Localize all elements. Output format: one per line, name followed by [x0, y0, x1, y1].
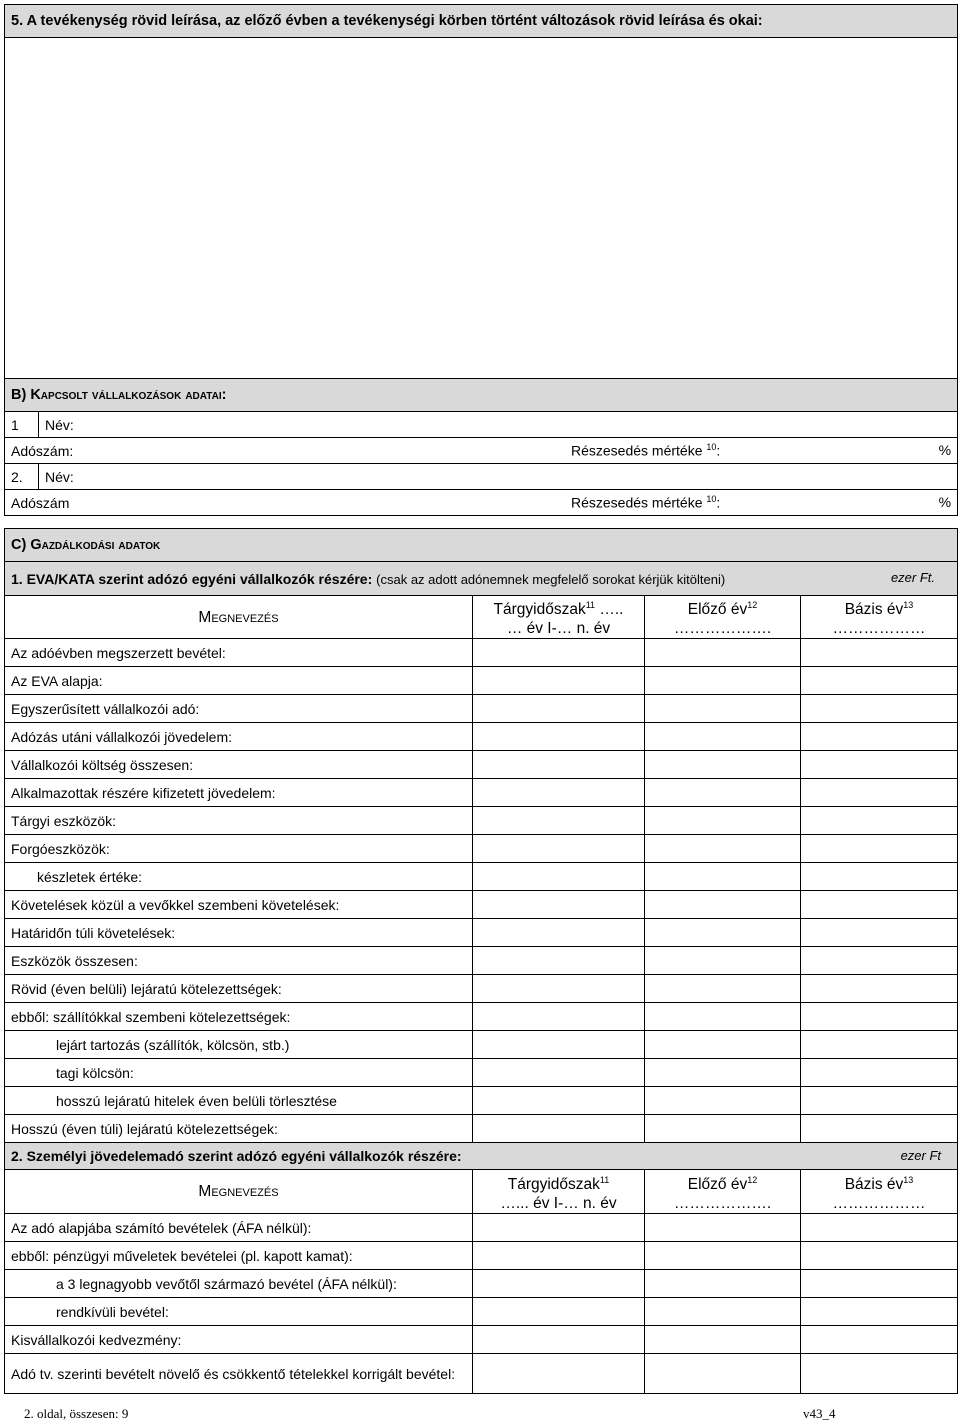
subsection-1-note: (csak az adott adónemnek megfelelő sorokat kérjük kitölteni)	[376, 571, 726, 587]
row-label: Vállalkozói költség összesen:	[5, 751, 473, 779]
base-year-value-cell[interactable]	[801, 835, 958, 863]
prev-year-value-cell[interactable]	[645, 695, 801, 723]
footer-version: v43_4	[803, 1406, 836, 1421]
base-year-value-cell[interactable]	[801, 779, 958, 807]
base-year-value-cell[interactable]	[801, 891, 958, 919]
target-period-value-cell[interactable]	[473, 1242, 645, 1270]
base-year-value-cell[interactable]	[801, 695, 958, 723]
col-prev-year-2: Előző $év^{12}$ ……………….	[645, 1170, 801, 1214]
prev-year-value-cell[interactable]	[645, 751, 801, 779]
row-label: Az EVA alapja:	[5, 667, 473, 695]
base-year-value-cell[interactable]	[801, 723, 958, 751]
target-period-value-cell[interactable]	[473, 751, 645, 779]
table-row	[5, 695, 958, 723]
row-label: Követelések közül a vevőkkel szembeni követelések:	[5, 891, 473, 919]
subsection-1-title: 1. EVA/KATA szerint adózó egyéni vállalkozók részére:	[11, 570, 373, 587]
subsection-2-header	[5, 1143, 958, 1170]
row-label: tagi kölcsön:	[5, 1059, 473, 1087]
prev-year-value-cell[interactable]	[645, 1115, 801, 1143]
target-period-value-cell[interactable]	[473, 1087, 645, 1115]
prev-year-value-cell[interactable]	[645, 1326, 801, 1354]
table-row	[5, 863, 958, 891]
row-label: készletek értéke:	[5, 863, 473, 891]
prev-year-value-cell[interactable]	[645, 975, 801, 1003]
prev-year-value-cell[interactable]	[645, 835, 801, 863]
table-row	[5, 1031, 958, 1059]
company-1-name-label: Név:	[45, 416, 74, 433]
target-period-value-cell[interactable]	[473, 639, 645, 667]
target-period-value-cell[interactable]	[473, 807, 645, 835]
base-year-value-cell[interactable]	[801, 1031, 958, 1059]
row-label: Határidőn túli követelések:	[5, 919, 473, 947]
row-label: Kisvállalkozói kedvezmény:	[5, 1326, 473, 1354]
company-1-tax-row[interactable]	[5, 438, 958, 464]
base-year-value-cell[interactable]	[801, 751, 958, 779]
table-row	[5, 751, 958, 779]
prev-year-value-cell[interactable]	[645, 807, 801, 835]
row-label: rendkívüli bevétel:	[5, 1298, 473, 1326]
company-2-name-field[interactable]	[39, 464, 958, 490]
prev-year-value-cell[interactable]	[645, 919, 801, 947]
table-row	[5, 891, 958, 919]
table-row	[5, 1298, 958, 1326]
target-period-value-cell[interactable]	[473, 835, 645, 863]
base-year-value-cell[interactable]	[801, 1298, 958, 1326]
target-period-value-cell[interactable]	[473, 1059, 645, 1087]
prev-year-value-cell[interactable]	[645, 1354, 801, 1394]
col-base-year-1: Bázis $év^{13}$ ………………	[801, 596, 958, 639]
base-year-value-cell[interactable]	[801, 947, 958, 975]
target-period-value-cell[interactable]	[473, 919, 645, 947]
table-row	[5, 723, 958, 751]
col-base-year-2: Bázis $év^{13}$ ………………	[801, 1170, 958, 1214]
table-row	[5, 947, 958, 975]
base-year-value-cell[interactable]	[801, 639, 958, 667]
target-period-value-cell[interactable]	[473, 891, 645, 919]
table-row	[5, 835, 958, 863]
target-period-value-cell[interactable]	[473, 1354, 645, 1394]
base-year-value-cell[interactable]	[801, 863, 958, 891]
description-area[interactable]	[5, 38, 958, 379]
base-year-value-cell[interactable]	[801, 1087, 958, 1115]
prev-year-value-cell[interactable]	[645, 1059, 801, 1087]
table-row	[5, 1003, 958, 1031]
row-label: Hosszú (éven túli) lejáratú kötelezettségek:	[5, 1115, 473, 1143]
target-period-value-cell[interactable]	[473, 1298, 645, 1326]
target-period-value-cell[interactable]	[473, 1003, 645, 1031]
base-year-value-cell[interactable]	[801, 1003, 958, 1031]
prev-year-value-cell[interactable]	[645, 779, 801, 807]
table-row	[5, 1087, 958, 1115]
col-megnevezes-2: Megnevezés	[5, 1170, 473, 1214]
prev-year-value-cell[interactable]	[645, 1003, 801, 1031]
target-period-value-cell[interactable]	[473, 863, 645, 891]
row-label: Az adó alapjába számító bevételek (ÁFA nélkül):	[5, 1214, 473, 1242]
prev-year-value-cell[interactable]	[645, 667, 801, 695]
prev-year-value-cell[interactable]	[645, 1031, 801, 1059]
prev-year-value-cell[interactable]	[645, 863, 801, 891]
company-1-tax-label: Adószám:	[11, 442, 74, 459]
prev-year-value-cell[interactable]	[645, 1270, 801, 1298]
target-period-value-cell[interactable]	[473, 723, 645, 751]
target-period-value-cell[interactable]	[473, 1214, 645, 1242]
subsection-2-title: 2. Személyi jövedelemadó szerint adózó egyéni vállalkozók részére:	[11, 1148, 462, 1165]
target-period-value-cell[interactable]	[473, 1115, 645, 1143]
col-target-period-2: Tárgyidőszak$^{11}$ …... év I-… n. év	[473, 1170, 645, 1214]
company-1-percent: %	[938, 442, 952, 458]
prev-year-value-cell[interactable]	[645, 1214, 801, 1242]
subsection-1-unit: ezer Ft.	[890, 570, 936, 585]
row-label: Adó tv. szerinti bevételt növelő és csökkentő tételekkel korrigált bevétel:	[5, 1354, 473, 1394]
table-row	[5, 1242, 958, 1270]
subsection-2-unit: ezer Ft	[900, 1148, 942, 1164]
company-1-share-label: Részesedés mértéke $^{10}$:	[571, 442, 721, 459]
base-year-value-cell[interactable]	[801, 1270, 958, 1298]
row-label: lejárt tartozás (szállítók, kölcsön, stb.)	[5, 1031, 473, 1059]
target-period-value-cell[interactable]	[473, 1270, 645, 1298]
company-2-number: 2.	[5, 464, 39, 490]
table-row	[5, 1354, 958, 1394]
base-year-value-cell[interactable]	[801, 1326, 958, 1354]
prev-year-value-cell[interactable]	[645, 891, 801, 919]
target-period-value-cell[interactable]	[473, 779, 645, 807]
table-row	[5, 1270, 958, 1298]
base-year-value-cell[interactable]	[801, 919, 958, 947]
base-year-value-cell[interactable]	[801, 1242, 958, 1270]
col-target-period-1: Tárgyidőszak$^{11}$ ….. … év I-… n. év	[473, 596, 645, 639]
table-row	[5, 919, 958, 947]
target-period-value-cell[interactable]	[473, 667, 645, 695]
section-b-title: B) Kapcsolt vállalkozások adatai:	[5, 379, 958, 412]
company-2-tax-row[interactable]	[5, 490, 958, 516]
target-period-value-cell[interactable]	[473, 1031, 645, 1059]
row-label: Rövid (éven belüli) lejáratú kötelezettségek:	[5, 975, 473, 1003]
base-year-value-cell[interactable]	[801, 807, 958, 835]
company-1-number: 1	[5, 412, 39, 438]
company-2-share-label: Részesedés mértéke $^{10}$:	[571, 494, 721, 511]
table-row	[5, 667, 958, 695]
row-label: ebből: szállítókkal szembeni kötelezettségek:	[5, 1003, 473, 1031]
table-row	[5, 639, 958, 667]
row-label: a 3 legnagyobb vevőtől származó bevétel (ÁFA nélkül):	[5, 1270, 473, 1298]
table-row	[5, 807, 958, 835]
base-year-value-cell[interactable]	[801, 667, 958, 695]
base-year-value-cell[interactable]	[801, 1214, 958, 1242]
table-row	[5, 1214, 958, 1242]
footer-page-info: 2. oldal, összesen: 9	[24, 1406, 129, 1421]
table-row	[5, 975, 958, 1003]
target-period-value-cell[interactable]	[473, 695, 645, 723]
row-label: Tárgyi eszközök:	[5, 807, 473, 835]
prev-year-value-cell[interactable]	[645, 947, 801, 975]
form-page	[4, 4, 957, 1394]
row-label: Az adóévben megszerzett bevétel:	[5, 639, 473, 667]
row-label: Forgóeszközök:	[5, 835, 473, 863]
target-period-value-cell[interactable]	[473, 1326, 645, 1354]
prev-year-value-cell[interactable]	[645, 723, 801, 751]
base-year-value-cell[interactable]	[801, 1115, 958, 1143]
row-label: Egyszerűsített vállalkozói adó:	[5, 695, 473, 723]
prev-year-value-cell[interactable]	[645, 639, 801, 667]
table-row	[5, 779, 958, 807]
base-year-value-cell[interactable]	[801, 1354, 958, 1394]
row-label: Adózás utáni vállalkozói jövedelem:	[5, 723, 473, 751]
company-2-percent: %	[938, 494, 952, 510]
target-period-value-cell[interactable]	[473, 975, 645, 1003]
spacer	[5, 516, 958, 529]
prev-year-value-cell[interactable]	[645, 1298, 801, 1326]
section-5-title: 5. A tevékenység rövid leírása, az előző évben a tevékenységi körben történt változások rövid leírása és okai:	[5, 5, 958, 38]
prev-year-value-cell[interactable]	[645, 1087, 801, 1115]
form-table	[4, 4, 958, 1394]
company-1-name-field[interactable]	[39, 412, 958, 438]
prev-year-value-cell[interactable]	[645, 1242, 801, 1270]
col-prev-year-1: Előző $év^{12}$ ……………….	[645, 596, 801, 639]
subsection-1-header	[5, 562, 958, 596]
section-c-title: C) Gazdálkodási adatok	[5, 529, 958, 562]
row-label: Alkalmazottak részére kifizetett jövedelem:	[5, 779, 473, 807]
table-row	[5, 1115, 958, 1143]
company-2-name-label: Név:	[45, 468, 74, 485]
col-megnevezes-1: Megnevezés	[5, 596, 473, 639]
base-year-value-cell[interactable]	[801, 1059, 958, 1087]
table-row	[5, 1326, 958, 1354]
row-label: ebből: pénzügyi műveletek bevételei (pl. kapott kamat):	[5, 1242, 473, 1270]
table-row	[5, 1059, 958, 1087]
company-2-tax-label: Adószám	[11, 494, 70, 511]
target-period-value-cell[interactable]	[473, 947, 645, 975]
row-label: hosszú lejáratú hitelek éven belüli törlesztése	[5, 1087, 473, 1115]
row-label: Eszközök összesen:	[5, 947, 473, 975]
base-year-value-cell[interactable]	[801, 975, 958, 1003]
